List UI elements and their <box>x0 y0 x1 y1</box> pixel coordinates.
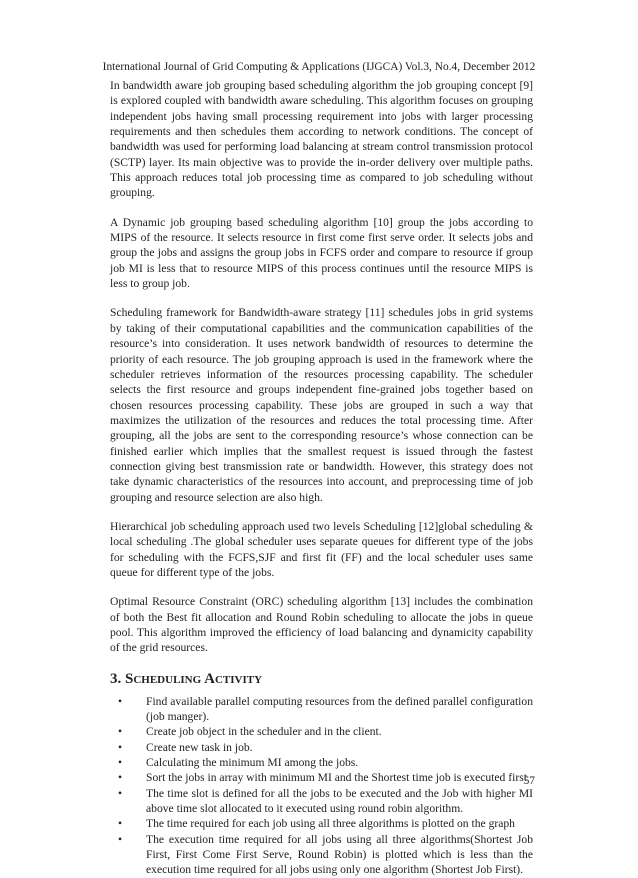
list-item <box>110 724 533 739</box>
bullet-glyph: • <box>118 725 123 739</box>
activity-list <box>110 694 533 878</box>
list-item <box>110 786 533 817</box>
list-item <box>110 816 533 831</box>
list-item <box>110 770 533 785</box>
paragraph-dynamic-grouping: A Dynamic job grouping based scheduling algorithm [10] group the jobs according to MIPS of the resource. It selects resource in first come first serve order. It selects jobs and group the jobs and assigns the group jobs in FCFS order and compare to resource if group job MI is less that to resource MIPS of this process continues until the resource MIPS is less to group job. <box>110 215 533 291</box>
paragraph-hierarchical: Hierarchical job scheduling approach used two levels Scheduling [12]global scheduling & local scheduling .The global scheduler uses separate queues for different type of the jobs for scheduling with the FCFS,SJF and first fit (FF) and the local scheduler uses same queue for different type of the jobs. <box>110 519 533 579</box>
list-item-text: Find available parallel computing resources from the defined parallel configuration (job manger). <box>146 694 533 724</box>
bullet-glyph: • <box>118 740 123 754</box>
list-item-text: Sort the jobs in array with minimum MI and the Shortest time job is executed first <box>146 771 527 785</box>
body-column <box>110 78 533 878</box>
section-title: Scheduling Activity <box>125 670 263 687</box>
paragraph-orc: Optimal Resource Constraint (ORC) scheduling algorithm [13] includes the combination of both the Best fit allocation and Round Robin scheduling to allocate the jobs in queue pool. This algorithm improved the efficiency of load balancing and dynamicity capability of the grid resources. <box>110 595 533 655</box>
list-item-text: The execution time required for all jobs using all three algorithms(Shortest Job First, First Come First Serve, Round Robin) is plotted which is less than the execution time required for all jobs using only one algorithm (Shortest Job First). <box>146 832 533 877</box>
list-item <box>110 832 533 878</box>
list-item-text: Create new task in job. <box>146 740 253 754</box>
bullet-glyph: • <box>118 771 123 785</box>
list-item <box>110 740 533 755</box>
paragraph-bandwidth-aware: In bandwidth aware job grouping based scheduling algorithm the job grouping concept [9] is explored coupled with bandwidth aware scheduling. This algorithm focuses on grouping independent jobs having small processing requirement into jobs with larger processing requirements and then schedules them according to network conditions. The concept of bandwidth was used for performing load balancing at stream control transmission protocol (SCTP) layer. Its main objective was to provide the in-order delivery over multiple paths. This approach reduces total job processing time as compared to job scheduling without grouping. <box>110 79 533 200</box>
list-item <box>110 694 533 725</box>
list-item-text: Create job object in the scheduler and in the client. <box>146 725 382 739</box>
list-item-text: The time required for each job using all three algorithms is plotted on the graph <box>146 817 515 831</box>
list-item <box>110 755 533 770</box>
bullet-glyph: • <box>118 817 123 831</box>
section-number: 3. <box>110 670 122 687</box>
journal-header: International Journal of Grid Computing & Applications (IJGCA) Vol.3, No.4, December 2012 <box>102 61 536 73</box>
page-number: 57 <box>523 775 535 787</box>
bullet-glyph: • <box>118 832 123 846</box>
bullet-glyph: • <box>118 756 123 770</box>
list-item-text: The time slot is defined for all the jobs to be executed and the Job with higher MI above time slot allocated to it executed using round robin algorithm. <box>146 786 533 816</box>
bullet-glyph: • <box>118 694 123 708</box>
section-heading <box>110 670 533 688</box>
paragraph-bandwidth-framework: Scheduling framework for Bandwidth-aware strategy [11] schedules jobs in grid systems by taking of their computational capabilities and the communication capabilities of the resource’s into consideration. It uses network bandwidth of resources to determine the priority of each resource. The job grouping approach is used in the framework where the scheduler retrieves information of the resources processing capability. The scheduler selects the first resource and groups independent fine-grained jobs together based on chosen resources processing capability. These jobs are grouped in such a way that maximizes the utilization of the resources and reduces the total processing time. After grouping, all the jobs are sent to the corresponding resource’s whose connection can be finished earlier which implies that the smallest request is issued through the fastest connection giving best transmission rate or bandwidth. However, this strategy does not take dynamic characteristics of the resources into account, and preprocessing time of job grouping and resource selection are also high. <box>110 306 533 504</box>
list-item-text: Calculating the minimum MI among the jobs. <box>146 756 359 770</box>
bullet-glyph: • <box>118 786 123 800</box>
